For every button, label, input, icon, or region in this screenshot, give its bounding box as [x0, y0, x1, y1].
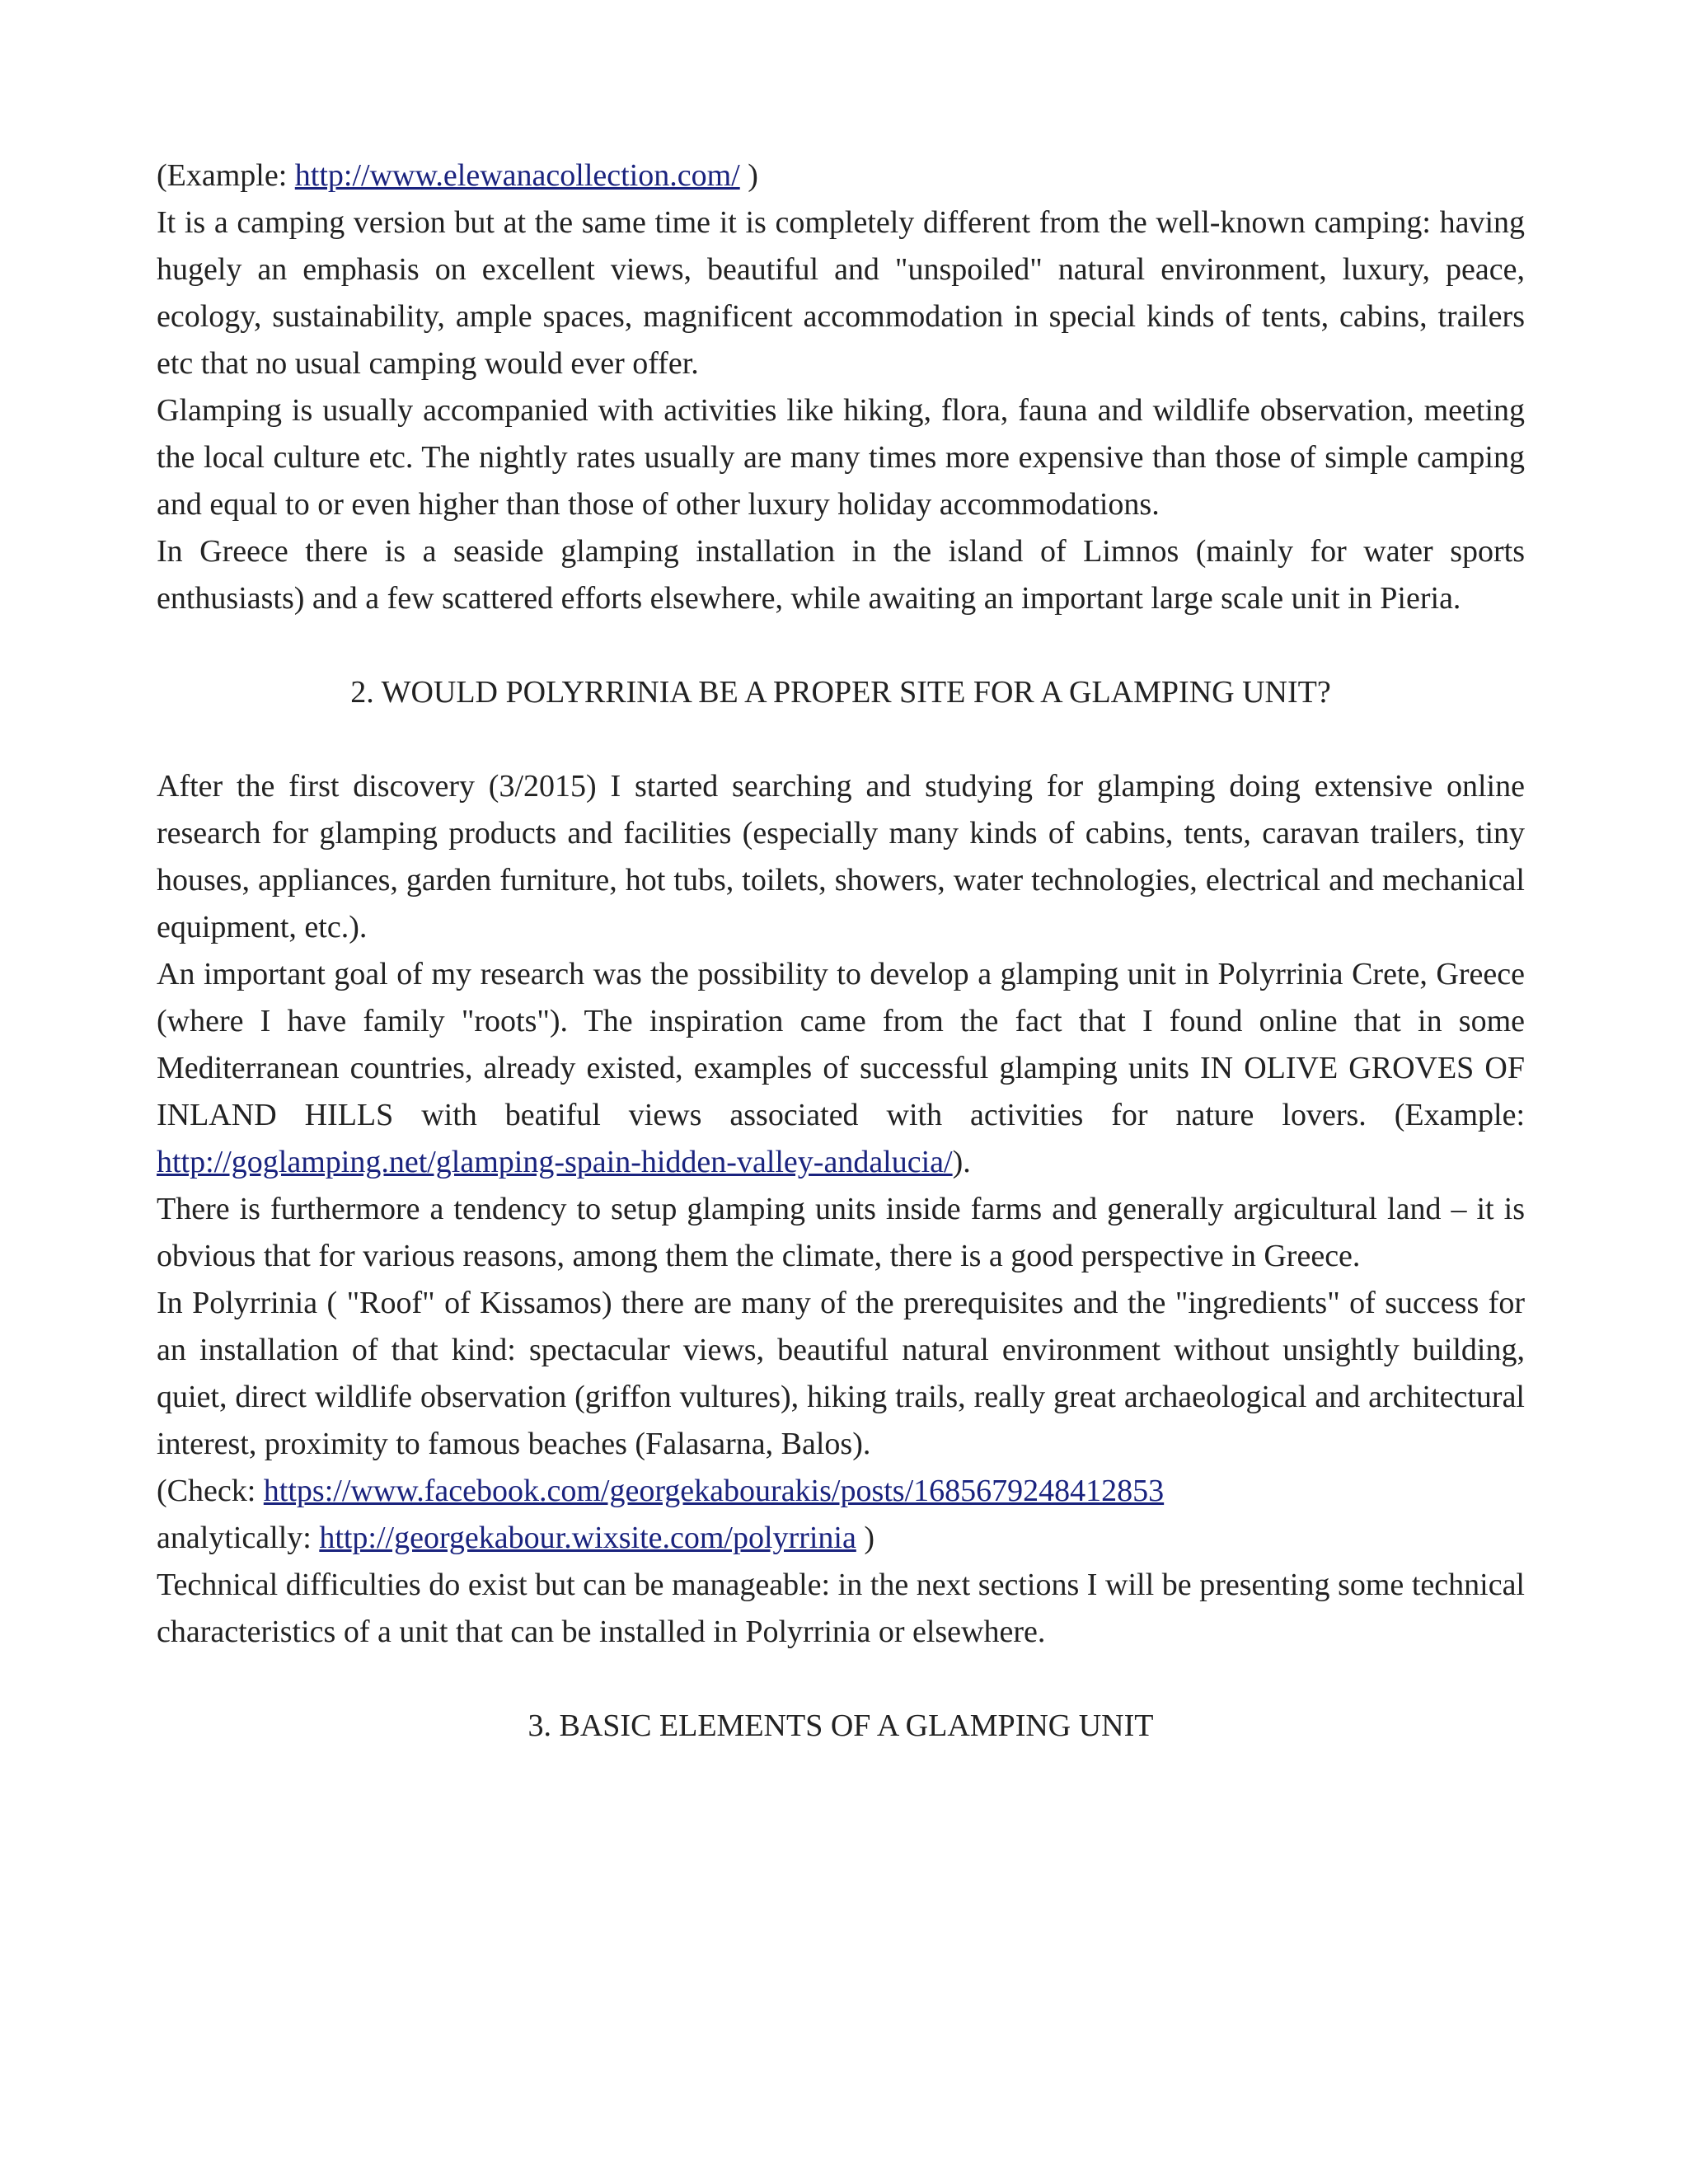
- paragraph-farms-tendency: There is furthermore a tendency to setup glamping units inside farms and generally argicultural land – it is obvious that for various reasons, among them the climate, there is a good perspective in Greece.: [157, 1192, 1525, 1273]
- paragraph-greece-installations: In Greece there is a seaside glamping installation in the island of Limnos (mainly for water sports enthusiasts) and a few scattered efforts elsewhere, while awaiting an important large scale unit in Pieria.: [157, 534, 1525, 616]
- section-heading-3: 3. BASIC ELEMENTS OF A GLAMPING UNIT: [528, 1708, 1154, 1743]
- paragraph-technical-difficulties: Technical difficulties do exist but can be manageable: in the next sections I will be presenting some technical characteristics of a unit that can be installed in Polyrrinia or elsewhere.: [157, 1568, 1525, 1649]
- example-line: [157, 152, 1525, 199]
- paragraph-glamping-activities: Glamping is usually accompanied with activities like hiking, flora, fauna and wildlife observation, meeting the local culture etc. The nightly rates usually are many times more expensive than those of simple camping and equal to or even higher than those of other luxury holiday accommodations.: [157, 393, 1525, 522]
- document-page: [157, 152, 1525, 1797]
- paragraph-research: After the first discovery (3/2015) I started searching and studying for glamping doing extensive online research for glamping products and facilities (especially many kinds of cabins, tents, caravan trailers, tiny houses, appliances, garden furniture, hot tubs, toilets, showers, water technologies, electrical and mechanical equipment, etc.).: [157, 769, 1525, 944]
- example-suffix: ): [739, 158, 758, 193]
- section-heading-2: 2. WOULD POLYRRINIA BE A PROPER SITE FOR A GLAMPING UNIT?: [350, 675, 1331, 710]
- example-prefix: (Example:: [157, 158, 295, 193]
- goal-suffix: ).: [952, 1145, 971, 1179]
- analytically-line: [157, 1515, 1525, 1562]
- wixsite-link[interactable]: http://georgekabour.wixsite.com/polyrrinia: [319, 1521, 856, 1555]
- check-prefix: (Check:: [157, 1474, 264, 1508]
- analytically-suffix: ): [856, 1521, 874, 1555]
- goglamping-link[interactable]: http://goglamping.net/glamping-spain-hidden-valley-andalucia/: [157, 1145, 953, 1179]
- analytically-prefix: analytically:: [157, 1521, 320, 1555]
- check-line: [157, 1468, 1525, 1515]
- elewana-link[interactable]: http://www.elewanacollection.com/: [294, 158, 740, 193]
- goal-text: An important goal of my research was the possibility to develop a glamping unit in Polyrrinia Crete, Greece (where I have family "roots"). The inspiration came from the fact that I found online that in some Mediterranean countries, already existed, examples of successful glamping units IN OLIVE GROVES OF INLAND HILLS with beatiful views associated with activities for nature lovers. (Example:: [157, 957, 1525, 1132]
- paragraph-polyrrinia: In Polyrrinia ( "Roof" of Kissamos) there are many of the prerequisites and the "ingredients" of success for an installation of that kind: spectacular views, beautiful natural environment without unsightly building, quiet, direct wildlife observation (griffon vultures), hiking trails, really great archaeological and architectural interest, proximity to famous beaches (Falasarna, Balos).: [157, 1286, 1525, 1461]
- facebook-link[interactable]: https://www.facebook.com/georgekabourakis/posts/1685679248412853: [263, 1474, 1165, 1508]
- paragraph-camping-version: It is a camping version but at the same time it is completely different from the well-known camping: having hugely an emphasis on excellent views, beautiful and "unspoiled" natural environment, luxury, peace, ecology, sustainability, ample spaces, magnificent accommodation in special kinds of tents, cabins, trailers etc that no usual camping would ever offer.: [157, 205, 1525, 381]
- paragraph-goal: [157, 951, 1525, 1186]
